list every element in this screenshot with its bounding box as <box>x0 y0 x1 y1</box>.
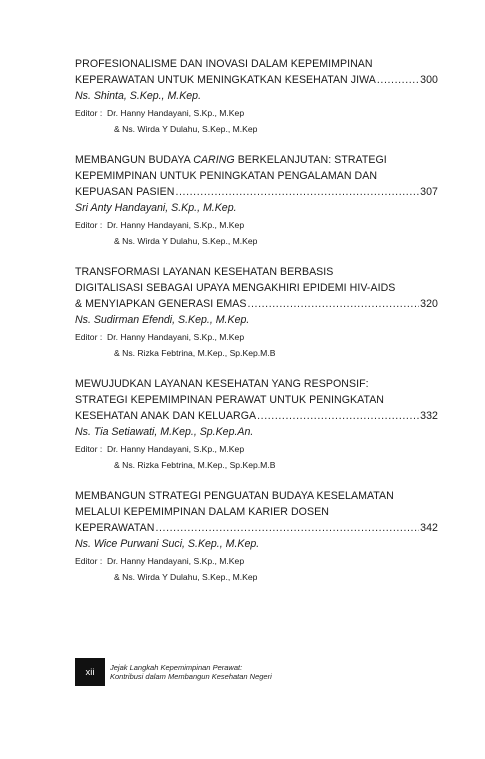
editor-name: Dr. Hanny Handayani, S.Kp., M.Kep <box>107 220 245 230</box>
entry-title-last-line[interactable] <box>75 72 438 88</box>
editor-label: Editor : <box>75 220 103 230</box>
footer-page-number: xii <box>75 658 105 686</box>
toc-entry <box>75 56 438 137</box>
editor-label: Editor : <box>75 444 103 454</box>
page-number[interactable]: 307 <box>420 186 438 198</box>
author-name: Ns. Shinta, S.Kep., M.Kep. <box>75 90 202 102</box>
entry-title-line: STRATEGI KEPEMIMPINAN PERAWAT UNTUK PENINGKATAN <box>75 394 385 406</box>
dot-leader <box>377 72 419 88</box>
entry-title-line <box>75 152 438 168</box>
toc-entry <box>75 152 438 249</box>
editor-name: Dr. Hanny Handayani, S.Kp., M.Kep <box>107 108 245 118</box>
page-footer <box>75 658 272 686</box>
entry-title-last-line[interactable] <box>75 184 438 200</box>
page-number[interactable]: 320 <box>420 298 438 310</box>
dot-leader <box>257 408 419 424</box>
editor-label: Editor : <box>75 556 103 566</box>
entry-title-segment: BERKELANJUTAN: STRATEGI <box>234 154 387 166</box>
entry-title-last-line[interactable] <box>75 408 438 424</box>
editor-label: Editor : <box>75 332 103 342</box>
toc-entry <box>75 264 438 361</box>
editor-name-continued: & Ns. Wirda Y Dulahu, S.Kep., M.Kep <box>114 124 258 134</box>
editor-name: Dr. Hanny Handayani, S.Kp., M.Kep <box>107 332 245 342</box>
editor-name: Dr. Hanny Handayani, S.Kp., M.Kep <box>107 556 245 566</box>
editor-row <box>75 553 438 569</box>
entry-title-text: KEPUASAN PASIEN <box>75 186 175 198</box>
editor-row <box>75 441 438 457</box>
entry-title-text: & MENYIAPKAN GENERASI EMAS <box>75 298 247 310</box>
entry-title-line: MELALUI KEPEMIMPINAN DALAM KARIER DOSEN <box>75 506 329 518</box>
author-name: Ns. Sudirman Efendi, S.Kep., M.Kep. <box>75 314 250 326</box>
editor-name-continued: & Ns. Wirda Y Dulahu, S.Kep., M.Kep <box>114 572 258 582</box>
page-number[interactable]: 300 <box>420 74 438 86</box>
entry-title-segment: MEMBANGUN BUDAYA <box>75 154 194 166</box>
dot-leader <box>155 520 419 536</box>
entry-title-text: KESEHATAN ANAK DAN KELUARGA <box>75 410 257 422</box>
entry-title-line: PROFESIONALISME DAN INOVASI DALAM KEPEMIMPINAN <box>75 58 373 70</box>
footer-title-line: Jejak Langkah Kepemimpinan Perawat: <box>110 662 243 672</box>
dot-leader <box>175 184 419 200</box>
entry-title-line: DIGITALISASI SEBAGAI UPAYA MENGAKHIRI EPIDEMI HIV-AIDS <box>75 282 396 294</box>
entry-title-italic-word: CARING <box>193 154 235 166</box>
entry-title-last-line[interactable] <box>75 520 438 536</box>
editor-label: Editor : <box>75 108 103 118</box>
entry-title-line: TRANSFORMASI LAYANAN KESEHATAN BERBASIS <box>75 266 334 278</box>
editor-row <box>75 329 438 345</box>
entry-title-text: KEPERAWATAN <box>75 522 155 534</box>
dot-leader <box>247 296 419 312</box>
entry-title-text: KEPERAWATAN UNTUK MENINGKATKAN KESEHATAN JIWA <box>75 74 376 86</box>
table-of-contents <box>75 56 438 600</box>
editor-name-continued: & Ns. Rizka Febtrina, M.Kep., Sp.Kep.M.B <box>114 460 276 470</box>
toc-entry <box>75 376 438 473</box>
author-name: Sri Anty Handayani, S.Kp., M.Kep. <box>75 202 237 214</box>
entry-title-line: MEWUJUDKAN LAYANAN KESEHATAN YANG RESPONSIF: <box>75 378 369 390</box>
editor-name-continued: & Ns. Wirda Y Dulahu, S.Kep., M.Kep <box>114 236 258 246</box>
entry-title-last-line[interactable] <box>75 296 438 312</box>
editor-name-continued: & Ns. Rizka Febtrina, M.Kep., Sp.Kep.M.B <box>114 348 276 358</box>
footer-subtitle-line: Kontribusi dalam Membangun Kesehatan Negeri <box>110 672 272 681</box>
footer-book-title <box>110 663 272 682</box>
entry-title-line: MEMBANGUN STRATEGI PENGUATAN BUDAYA KESELAMATAN <box>75 490 394 502</box>
editor-row <box>75 217 438 233</box>
editor-name: Dr. Hanny Handayani, S.Kp., M.Kep <box>107 444 245 454</box>
page-number[interactable]: 342 <box>420 522 438 534</box>
page-number[interactable]: 332 <box>420 410 438 422</box>
author-name: Ns. Tia Setiawati, M.Kep., Sp.Kep.An. <box>75 426 254 438</box>
editor-row <box>75 105 438 121</box>
toc-entry <box>75 488 438 585</box>
author-name: Ns. Wice Purwani Suci, S.Kep., M.Kep. <box>75 538 260 550</box>
entry-title-line: KEPEMIMPINAN UNTUK PENINGKATAN PENGALAMAN DAN <box>75 170 378 182</box>
